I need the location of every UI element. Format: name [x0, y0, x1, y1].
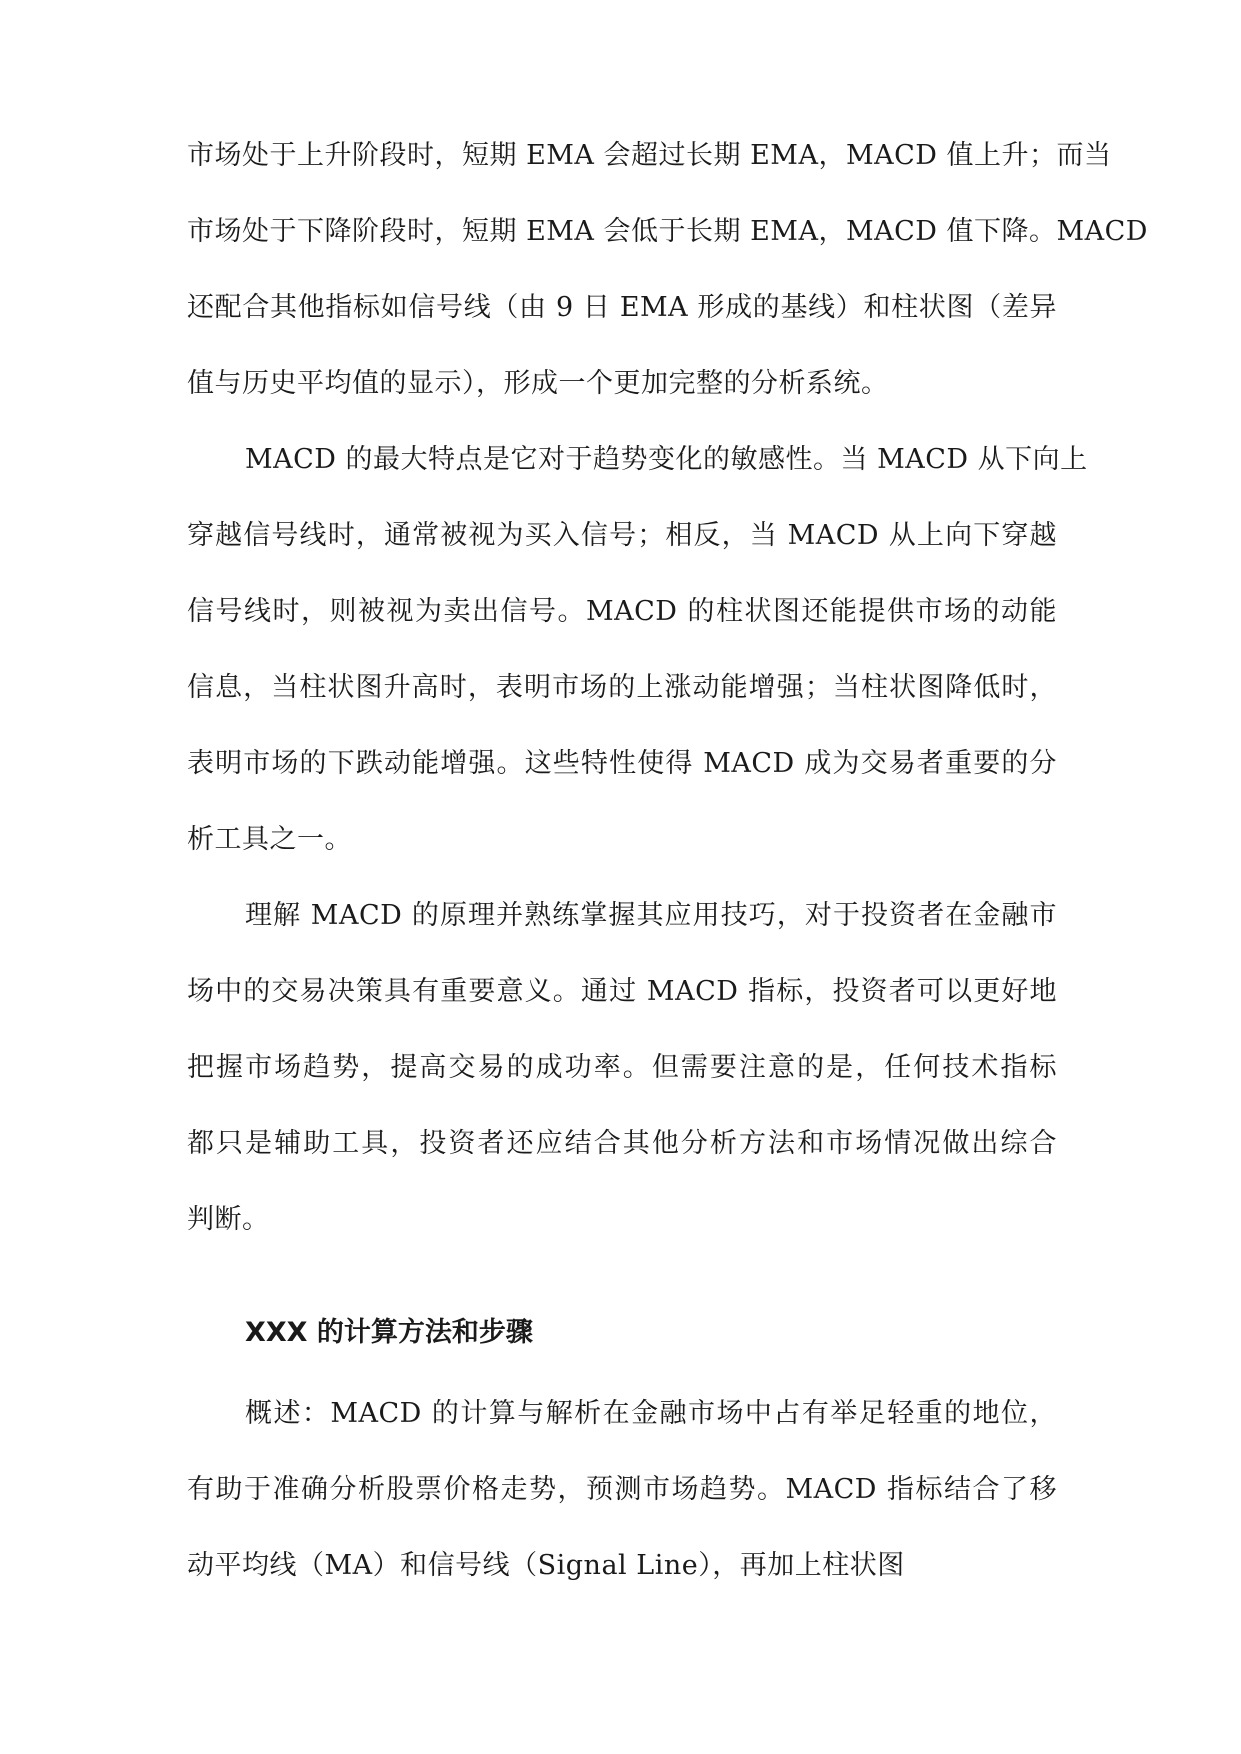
paragraph-line: 判断。: [187, 1204, 270, 1235]
paragraph-line: 有助于准确分析股票价格走势，预测市场趋势。MACD 指标结合了移: [187, 1474, 1057, 1505]
paragraph-line: 市场处于上升阶段时，短期 EMA 会超过长期 EMA，MACD 值上升；而当: [187, 140, 1112, 171]
paragraph-line: 信息，当柱状图升高时，表明市场的上涨动能增强；当柱状图降低时，: [187, 672, 1057, 703]
paragraph-first-line: 理解 MACD 的原理并熟练掌握其应用技巧，对于投资者在金融市: [245, 900, 1057, 931]
paragraph-line: 都只是辅助工具，投资者还应结合其他分析方法和市场情况做出综合: [187, 1128, 1057, 1159]
paragraph-line: 把握市场趋势，提高交易的成功率。但需要注意的是，任何技术指标: [187, 1052, 1057, 1083]
paragraph-line: 信号线时，则被视为卖出信号。MACD 的柱状图还能提供市场的动能: [187, 596, 1057, 627]
paragraph-line: 表明市场的下跌动能增强。这些特性使得 MACD 成为交易者重要的分: [187, 748, 1057, 779]
section-heading: XXX 的计算方法和步骤: [245, 1317, 533, 1348]
paragraph-first-line: 概述：MACD 的计算与解析在金融市场中占有举足轻重的地位，: [245, 1398, 1057, 1429]
paragraph-line: 动平均线（MA）和信号线（Signal Line），再加上柱状图: [187, 1550, 905, 1581]
paragraph-line: 还配合其他指标如信号线（由 9 日 EMA 形成的基线）和柱状图（差异: [187, 292, 1057, 323]
paragraph-line: 穿越信号线时，通常被视为买入信号；相反，当 MACD 从上向下穿越: [187, 520, 1057, 551]
paragraph-line: 市场处于下降阶段时，短期 EMA 会低于长期 EMA，MACD 值下降。MACD: [187, 216, 1148, 247]
paragraph-line: 析工具之一。: [187, 824, 352, 855]
paragraph-first-line: MACD 的最大特点是它对于趋势变化的敏感性。当 MACD 从下向上: [245, 444, 1088, 475]
paragraph-line: 场中的交易决策具有重要意义。通过 MACD 指标，投资者可以更好地: [187, 976, 1057, 1007]
paragraph-line: 值与历史平均值的显示），形成一个更加完整的分析系统。: [187, 368, 889, 399]
